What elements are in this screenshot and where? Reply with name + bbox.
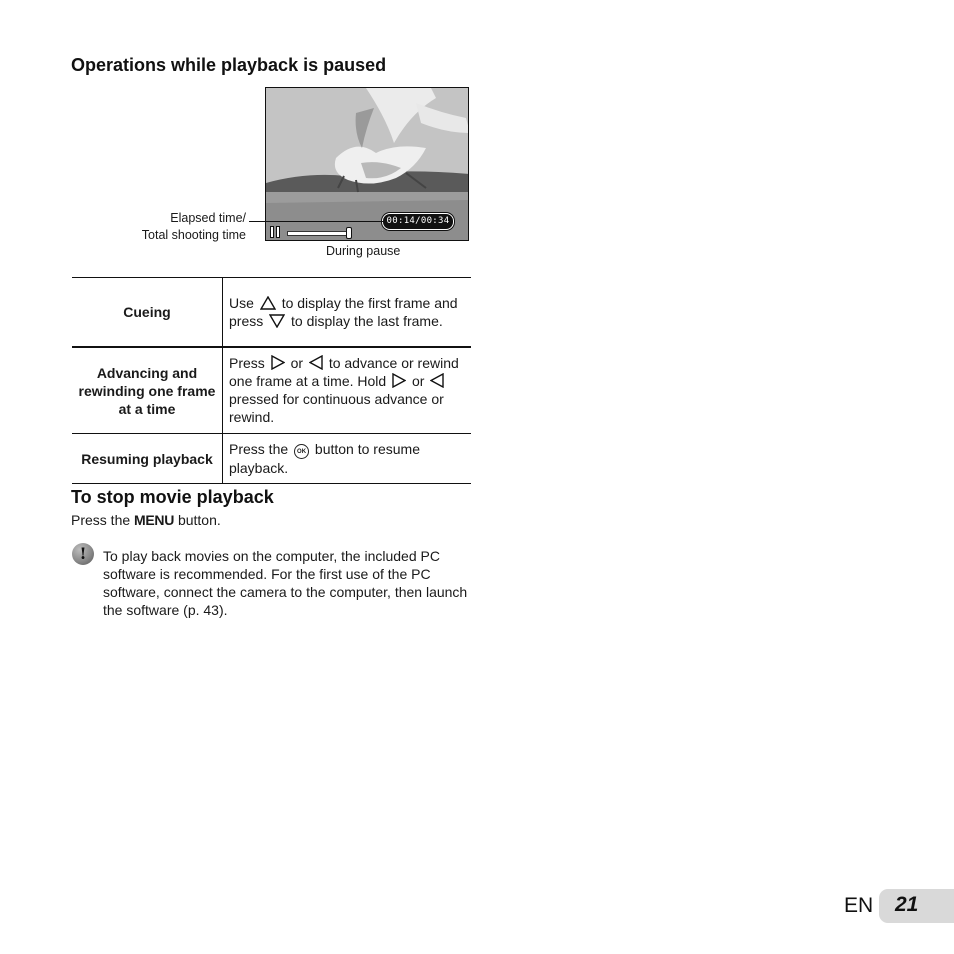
row-text: Use xyxy=(229,294,254,311)
left-triangle-icon xyxy=(309,355,323,370)
row-text: or xyxy=(411,373,425,389)
row-text: Press the xyxy=(229,440,289,457)
row-text: or xyxy=(290,355,304,371)
stop-instruction xyxy=(71,512,221,528)
section-heading-stop: To stop movie playback xyxy=(71,487,274,507)
row-key: Cueing xyxy=(72,278,223,348)
row-key: Resuming playback xyxy=(72,434,223,484)
figure-caption: During pause xyxy=(326,244,401,258)
row-value xyxy=(223,347,472,434)
page-number: 21 xyxy=(895,893,919,916)
operations-table xyxy=(72,277,471,484)
right-triangle-icon xyxy=(271,355,285,370)
row-text: button to resume playback. xyxy=(229,440,420,476)
elapsed-total-time-display: 00:14/00:34 xyxy=(382,213,454,230)
stop-prefix: Press the xyxy=(71,512,131,528)
right-triangle-icon xyxy=(392,373,406,388)
row-text: to advance or rewind one frame at a time. Hold xyxy=(229,355,459,389)
down-triangle-icon xyxy=(269,314,285,328)
table-row xyxy=(72,278,471,348)
playback-progress-bar xyxy=(287,231,350,236)
section-heading-paused: Operations while playback is paused xyxy=(71,55,387,75)
row-value xyxy=(223,278,472,348)
row-text: to display the first frame and press xyxy=(229,294,458,329)
pause-icon xyxy=(269,226,283,238)
callout-line-2: Total shooting time xyxy=(141,228,246,242)
language-code: EN xyxy=(844,894,874,917)
up-triangle-icon xyxy=(260,296,276,310)
movie-pause-screenshot xyxy=(265,87,469,241)
callout-leader-line xyxy=(249,221,383,222)
row-text: Press xyxy=(229,355,265,371)
table-row xyxy=(72,347,471,434)
row-text: pressed for continuous advance or rewind. xyxy=(229,391,444,425)
note-text: To play back movies on the computer, the included PC software is recommended. For the first use of the PC software, connect the camera to the computer, then launch the software (p. 43). xyxy=(103,548,468,618)
table-row xyxy=(72,434,471,484)
row-value xyxy=(223,434,472,484)
ok-button-icon: OK xyxy=(294,444,309,459)
callout-label xyxy=(100,210,246,244)
caution-icon: ! xyxy=(72,543,94,565)
left-triangle-icon xyxy=(430,373,444,388)
playback-progress-knob xyxy=(346,227,352,239)
row-key: Advancing and rewinding one frame at a time xyxy=(72,347,223,434)
row-text: to display the last frame. xyxy=(291,312,443,329)
stop-suffix: button. xyxy=(177,512,221,528)
callout-line-1: Elapsed time/ xyxy=(170,211,246,225)
menu-button-label: MENU xyxy=(134,512,175,528)
